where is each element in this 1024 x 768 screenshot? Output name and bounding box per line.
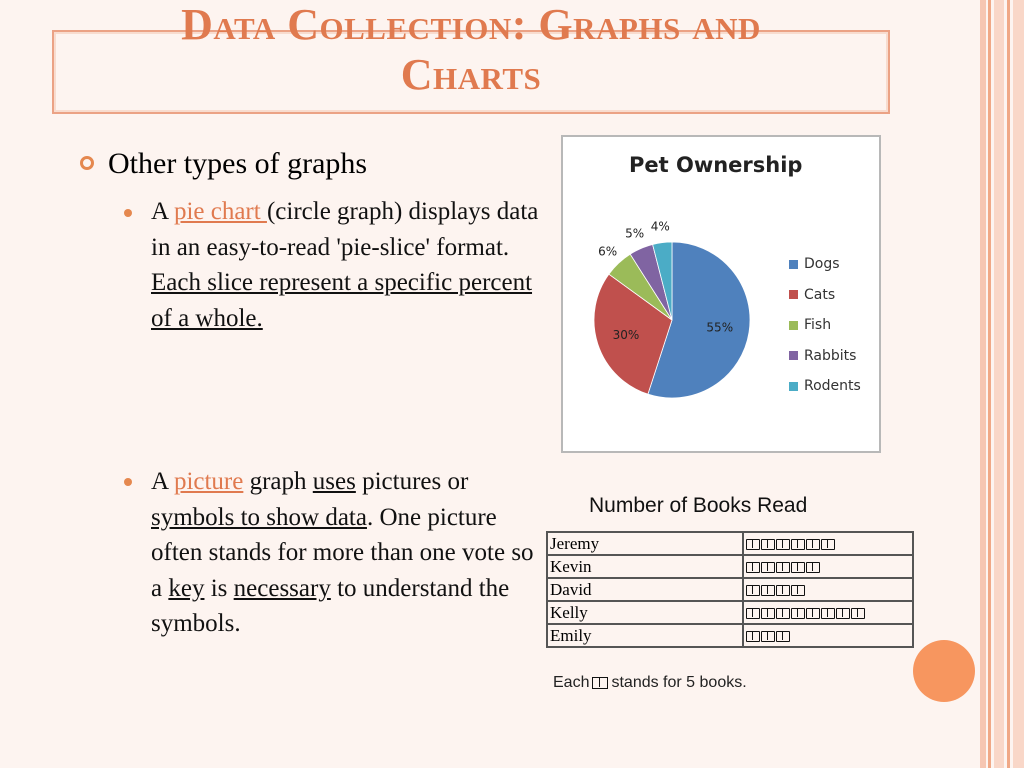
title-line-2: Charts — [400, 50, 542, 99]
pic-para-t2: pictures or — [355, 468, 469, 495]
pie-label-rabbits: 5% — [625, 226, 645, 241]
legend-swatch — [789, 260, 798, 269]
book-icon — [776, 562, 790, 573]
legend-label: Cats — [804, 286, 836, 303]
legend-label: Dogs — [804, 256, 840, 273]
book-icon — [761, 631, 775, 642]
legend-label: Rodents — [804, 378, 861, 395]
pic-para-t1: graph — [243, 468, 313, 495]
book-icon — [806, 608, 820, 619]
legend-swatch — [789, 382, 798, 391]
books-table — [546, 531, 914, 648]
book-icon — [746, 608, 760, 619]
pie-para-underlined: Each slice represent a specific percent of a whole. — [151, 269, 533, 332]
book-icon — [791, 608, 805, 619]
slide-title — [52, 0, 890, 100]
pic-para-u1: uses — [312, 468, 356, 495]
legend-label: Rabbits — [804, 347, 857, 364]
pie-para-text: (circle graph) displays data in an easy-to-read 'pie-slice' format. — [151, 198, 539, 261]
pic-para-u2: symbols to show data — [151, 503, 367, 531]
book-icon — [821, 539, 835, 550]
legend-item-dogs — [789, 249, 861, 280]
book-icon — [761, 608, 775, 619]
decorative-stripes — [980, 0, 1024, 768]
legend-label: Fish — [804, 317, 832, 334]
pie-para-a: A — [151, 198, 174, 225]
books-icons-cell — [743, 624, 913, 647]
books-row — [547, 532, 913, 555]
book-icon — [776, 539, 790, 550]
books-name-cell: Jeremy — [547, 532, 743, 555]
bullet-dot-icon — [124, 209, 132, 217]
books-row — [547, 624, 913, 647]
pie-legend — [789, 249, 861, 402]
pie-chart-link[interactable]: pie chart — [173, 198, 267, 225]
book-icon — [776, 608, 790, 619]
books-chart-title: Number of Books Read — [589, 494, 808, 517]
pic-para-a: A — [151, 468, 174, 495]
books-row — [547, 555, 913, 578]
pie-chart-panel — [561, 135, 881, 453]
legend-item-rodents — [789, 371, 861, 402]
pie-label-fish: 6% — [598, 244, 618, 259]
book-icon — [746, 539, 760, 550]
bullet-ring-icon — [80, 156, 94, 170]
picture-link[interactable]: picture — [173, 468, 244, 495]
book-icon — [791, 585, 805, 596]
pic-para-t5: to understand the symbols. — [151, 574, 510, 637]
books-icons-cell — [743, 555, 913, 578]
legend-swatch — [789, 351, 798, 360]
pic-para-u4: necessary — [233, 574, 331, 602]
book-icon — [791, 539, 805, 550]
books-name-cell: Kevin — [547, 555, 743, 578]
book-icon — [776, 631, 790, 642]
legend-item-rabbits — [789, 341, 861, 372]
legend-item-cats — [789, 280, 861, 311]
books-name-cell: Kelly — [547, 601, 743, 624]
bullet-dot-icon — [124, 478, 132, 486]
pie-label-rodents: 4% — [650, 219, 670, 234]
pie-label-cats: 30% — [612, 327, 640, 342]
legend-item-fish — [789, 310, 861, 341]
book-icon — [806, 562, 820, 573]
book-icon — [836, 608, 850, 619]
book-icon — [761, 539, 775, 550]
book-icon — [761, 562, 775, 573]
book-icon — [806, 539, 820, 550]
books-key — [553, 674, 747, 692]
book-icon — [851, 608, 865, 619]
book-icon — [761, 585, 775, 596]
book-icon — [821, 608, 835, 619]
book-icon — [592, 677, 608, 689]
legend-swatch — [789, 321, 798, 330]
key-text-after: stands for 5 books. — [611, 674, 747, 691]
pie-chart-paragraph — [151, 194, 543, 336]
books-name-cell: David — [547, 578, 743, 601]
book-icon — [746, 585, 760, 596]
key-text-before: Each — [553, 674, 590, 691]
book-icon — [746, 562, 760, 573]
books-name-cell: Emily — [547, 624, 743, 647]
pic-para-t4: is — [204, 574, 234, 602]
books-row — [547, 578, 913, 601]
decorative-circle — [913, 640, 975, 702]
pie-chart-title: Pet Ownership — [629, 153, 803, 177]
books-row — [547, 601, 913, 624]
books-icons-cell — [743, 601, 913, 624]
books-icons-cell — [743, 532, 913, 555]
title-line-1: Data Collection: Graphs and — [181, 0, 761, 49]
pie-label-dogs: 55% — [706, 320, 734, 335]
picture-graph-paragraph — [151, 464, 536, 642]
bullet-other-types: Other types of graphs — [108, 147, 368, 180]
book-icon — [746, 631, 760, 642]
pic-para-t3: . One picture often stands for more than one vote so a — [151, 503, 534, 602]
book-icon — [776, 585, 790, 596]
books-icons-cell — [743, 578, 913, 601]
book-icon — [791, 562, 805, 573]
legend-swatch — [789, 290, 798, 299]
pic-para-u3: key — [168, 574, 205, 602]
